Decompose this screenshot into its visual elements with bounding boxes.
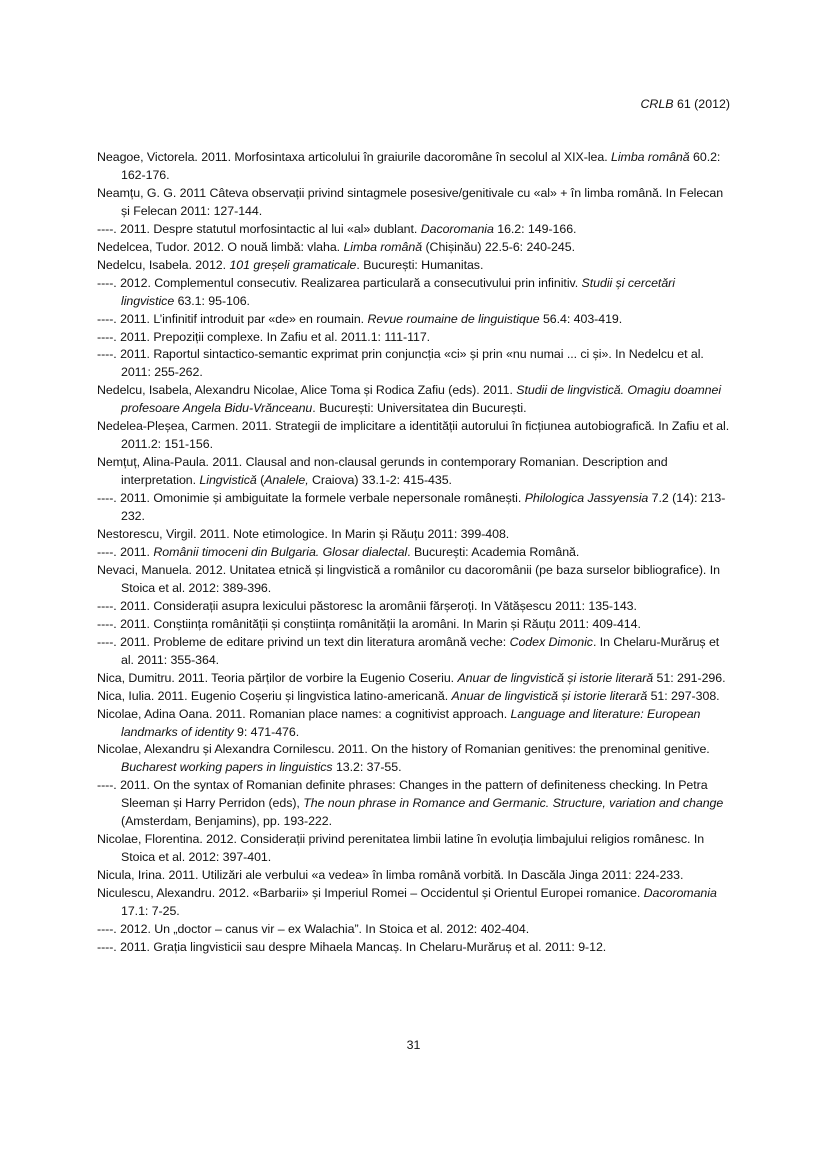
bibliography-list <box>97 149 730 957</box>
entry-text: Nedelea-Pleșea, Carmen. 2011. Strategii de implicitare a identității autorului în ficțiunea autobiografică. In Zafiu et al. 2011.2: 151-156. <box>97 419 730 452</box>
entry-text: 56.4: 403-419. <box>539 311 623 326</box>
bibliography-entry <box>97 562 730 598</box>
bibliography-entry <box>97 598 730 616</box>
entry-text: Nemțuț, Alina-Paula. 2011. Clausal and non-clausal gerunds in contemporary Romanian. Description and interpretation. <box>97 455 668 488</box>
bibliography-entry <box>97 418 730 454</box>
entry-text: 63.1: 95-106. <box>174 293 250 308</box>
bibliography-entry <box>97 688 730 706</box>
entry-text: 60.2: 162-176. <box>121 150 721 182</box>
entry-italic-title: Dacoromania <box>643 886 717 901</box>
entry-italic-title: Anuar de lingvistică și istorie literară <box>457 670 654 685</box>
entry-text: ----. 2011. On the syntax of Romanian definite phrases: Changes in the pattern of definiteness checking. In Petra Sleeman și Harry Perridon (eds), <box>97 778 708 811</box>
entry-text: 13.2: 37-55. <box>332 760 402 775</box>
bibliography-entry <box>97 257 730 275</box>
entry-text: ----. 2011. Omonimie și ambiguitate la formele verbale nepersonale românești. <box>97 491 525 506</box>
entry-text: Craiova) 33.1-2: 415-435. <box>308 473 452 488</box>
entry-text: Neagoe, Victorela. 2011. Morfosintaxa articolului în graiurile dacoromâne în secolul al XIX-lea. <box>97 150 612 164</box>
bibliography-entry <box>97 149 730 185</box>
entry-text: . București: Universitatea din București. <box>312 401 527 416</box>
bibliography-entry <box>97 544 730 562</box>
entry-text: 16.2: 149-166. <box>493 221 577 236</box>
bibliography-entry <box>97 185 730 221</box>
bibliography-entry <box>97 706 730 742</box>
entry-italic-title: Bucharest working papers in linguistics <box>121 760 333 775</box>
entry-italic-title: Dacoromania <box>420 221 494 236</box>
bibliography-entry <box>97 921 730 939</box>
bibliography-entry <box>97 221 730 239</box>
entry-text: . București: Humanitas. <box>356 257 484 272</box>
entry-text: Niculescu, Alexandru. 2012. «Barbarii» și Imperiul Romei – Occidentul și Orientul Europei romanice. <box>97 886 644 901</box>
entry-italic-title: Language and literature: European landmarks of identity <box>121 706 701 739</box>
entry-text: Neamțu, G. G. 2011 Câteva observații privind sintagmele posesive/genitivale cu «al» + în limba română. In Felecan și Felecan 2011: 127-144. <box>97 185 724 218</box>
entry-text: Nicolae, Adina Oana. 2011. Romanian place names: a cognitivist approach. <box>97 706 511 721</box>
entry-text: Nicula, Irina. 2011. Utilizări ale verbului «a vedea» în limba română vorbită. In Dascăla Jinga 2011: 224-233. <box>97 868 684 883</box>
entry-italic-title: 101 greșeli gramaticale <box>229 257 357 272</box>
entry-text: ----. 2011. Probleme de editare privind un text din literatura aromână veche: <box>97 634 510 649</box>
volume-year: 61 (2012) <box>673 97 730 111</box>
entry-text: 7.2 (14): 213-232. <box>121 491 726 524</box>
entry-text: ----. 2011. Grația lingvisticii sau despre Mihaela Mancaș. In Chelaru-Murăruș et al. 2011: 9-12. <box>97 939 607 954</box>
entry-text: ----. 2012. Un „doctor – canus vir – ex Walachia”. In Stoica et al. 2012: 402-404. <box>97 921 530 936</box>
bibliography-entry <box>97 831 730 867</box>
entry-italic-title: Anuar de lingvistică și istorie literară <box>451 688 648 703</box>
entry-text: ----. 2011. Despre statutul morfosintactic al lui «al» dublant. <box>97 221 421 236</box>
entry-text: . In Chelaru-Murăruș et al. 2011: 355-364. <box>121 634 720 667</box>
entry-italic-title: Românii timoceni din Bulgaria. Glosar dialectal <box>153 544 408 559</box>
bibliography-entry <box>97 777 730 831</box>
bibliography-entry <box>97 346 730 382</box>
entry-text: Nevaci, Manuela. 2012. Unitatea etnică și lingvistică a românilor cu dacoromânii (pe baza surselor bibliografice). In Stoica et al. 2012: 389-396. <box>97 562 720 595</box>
entry-text: Nica, Dumitru. 2011. Teoria părților de vorbire la Eugenio Coseriu. <box>97 670 458 685</box>
bibliography-entry <box>97 741 730 777</box>
entry-text: Nedelcea, Tudor. 2012. O nouă limbă: vlaha. <box>97 239 344 254</box>
journal-abbreviation: CRLB <box>640 97 674 111</box>
entry-text: ----. 2011. Prepoziții complexe. In Zafiu et al. 2011.1: 111-117. <box>97 329 431 344</box>
entry-text: Nestorescu, Virgil. 2011. Note etimologice. In Marin și Răuțu 2011: 399-408. <box>97 527 510 542</box>
bibliography-entry <box>97 939 730 957</box>
entry-text: ----. 2011. <box>97 544 154 559</box>
entry-text: ----. 2011. Conștiința românității și conștiința românității la aromâni. In Marin și Răuțu 2011: 409-414. <box>97 616 641 631</box>
entry-text: (Amsterdam, Benjamins), pp. 193-222. <box>121 814 333 829</box>
bibliography-entry <box>97 885 730 921</box>
entry-text: . București: Academia Română. <box>407 544 580 559</box>
page-number: 31 <box>406 1038 421 1052</box>
bibliography-entry <box>97 275 730 311</box>
entry-text: Nicolae, Alexandru și Alexandra Cornilescu. 2011. On the history of Romanian genitives: the prenominal genitive. <box>97 742 710 757</box>
entry-italic-title: The noun phrase in Romance and Germanic. Structure, variation and change <box>303 796 724 811</box>
entry-italic-title: Limba română <box>611 150 690 164</box>
entry-italic-title: Philologica Jassyensia <box>524 491 649 506</box>
bibliography-entry <box>97 329 730 347</box>
entry-italic-title: Lingvistică <box>199 473 257 488</box>
entry-italic-title: Revue roumaine de linguistique <box>367 311 540 326</box>
entry-text: 51: 297-308. <box>647 688 720 703</box>
bibliography-entry <box>97 670 730 688</box>
bibliography-entry <box>97 454 730 490</box>
bibliography-entry <box>97 526 730 544</box>
entry-text: 17.1: 7-25. <box>121 904 180 919</box>
entry-text: ----. 2012. Complementul consecutiv. Realizarea particulară a consecutivului prin infinitiv. <box>97 275 582 290</box>
bibliography-entry <box>97 490 730 526</box>
bibliography-entry <box>97 239 730 257</box>
bibliography-entry <box>97 616 730 634</box>
entry-text: Nedelcu, Isabela, Alexandru Nicolae, Alice Toma și Rodica Zafiu (eds). 2011. <box>97 383 517 398</box>
entry-italic-title: Studii de lingvistică. Omagiu doamnei profesoare Angela Bidu-Vrănceanu <box>121 383 722 416</box>
entry-italic-title: Codex Dimonic <box>509 634 593 649</box>
running-header <box>640 97 730 112</box>
entry-text: Nica, Iulia. 2011. Eugenio Coșeriu și lingvistica latino-americană. <box>97 688 452 703</box>
entry-text: Nedelcu, Isabela. 2012. <box>97 257 230 272</box>
entry-italic-title: Studii și cercetări lingvistice <box>121 275 675 308</box>
bibliography-entry <box>97 634 730 670</box>
entry-text: ----. 2011. Raportul sintactico-semantic exprimat prin conjuncția «ci» și prin «nu numai ... ci și». In Nedelcu et al. 2011: 255-262. <box>97 347 704 380</box>
entry-text: ( <box>256 473 265 488</box>
bibliography-entry <box>97 311 730 329</box>
entry-text: 9: 471-476. <box>233 724 300 739</box>
entry-text: (Chișinău) 22.5-6: 240-245. <box>422 239 575 254</box>
entry-italic-title: Analele, <box>264 473 309 488</box>
entry-text: ----. 2011. L’infinitif introduit par «de» en roumain. <box>97 311 368 326</box>
entry-text: ----. 2011. Considerații asupra lexicului păstoresc la aromânii fărșeroți. In Vătășescu 2011: 135-143. <box>97 598 637 613</box>
entry-italic-title: Limba română <box>343 239 423 254</box>
bibliography-entry <box>97 382 730 418</box>
bibliography-entry <box>97 867 730 885</box>
entry-text: Nicolae, Florentina. 2012. Considerații privind perenitatea limbii latine în evoluția limbajului religios românesc. In Stoica et al. 2012: 397-401. <box>97 832 705 865</box>
entry-text: 51: 291-296. <box>653 670 726 685</box>
